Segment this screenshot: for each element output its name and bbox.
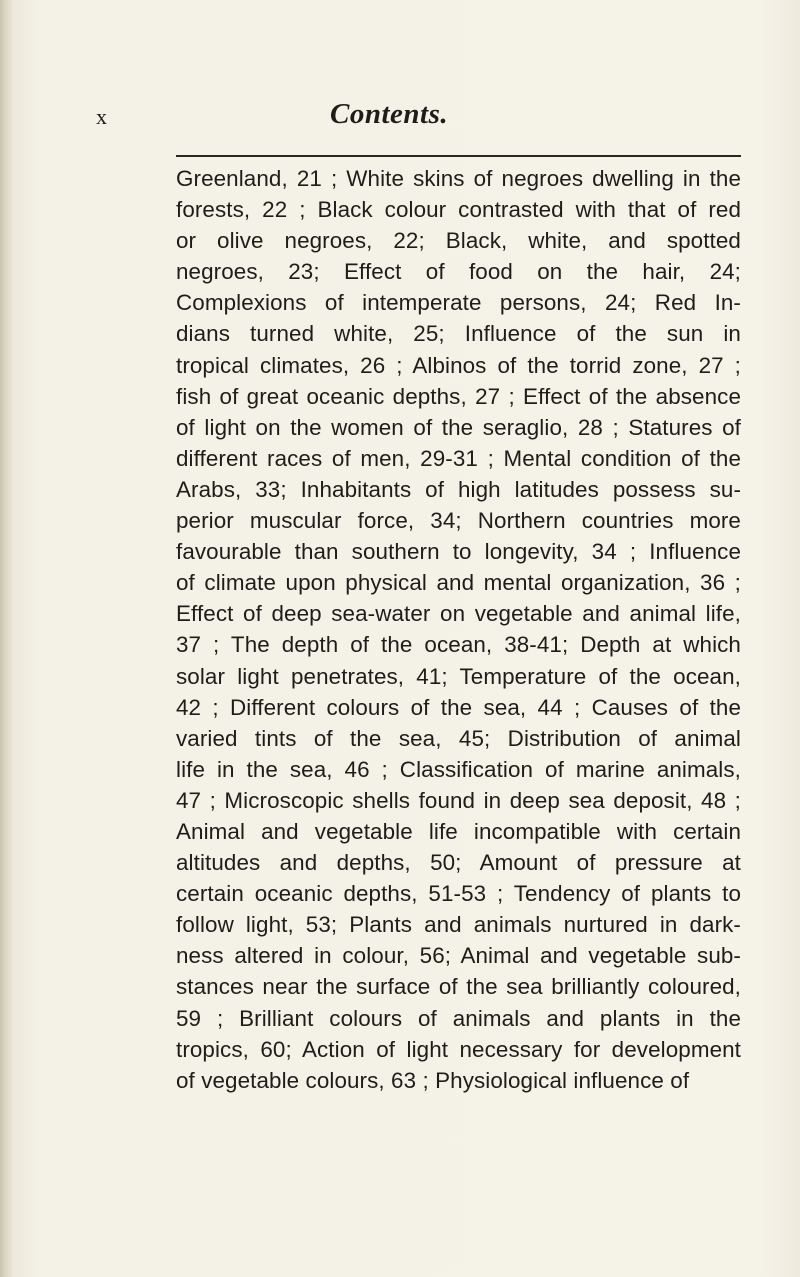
text-line: Complexions of intemperate persons, 24; Red In- xyxy=(176,290,741,316)
text-line: Arabs, 33; Inhabitants of high latitudes possess su- xyxy=(176,476,741,502)
text-line: solar light penetrates, 41; Temperature of the ocean, xyxy=(176,663,741,689)
text-line: altitudes and depths, 50; Amount of pressure at xyxy=(176,850,741,876)
page-header xyxy=(0,92,800,136)
text-line: perior muscular force, 34; Northern countries more xyxy=(176,508,741,534)
text-line: stances near the surface of the sea brilliantly coloured, xyxy=(176,974,741,1000)
text-line: negroes, 23; Effect of food on the hair, 24; xyxy=(176,259,741,285)
text-line: life in the sea, 46 ; Classification of marine animals, xyxy=(176,756,741,782)
text-line: forests, 22 ; Black colour contrasted with that of red xyxy=(176,197,741,223)
text-line: of climate upon physical and mental organization, 36 ; xyxy=(176,570,741,596)
running-title: Contents. xyxy=(330,98,449,130)
text-line: 37 ; The depth of the ocean, 38-41; Depth at which xyxy=(176,632,741,658)
page-gutter-shadow xyxy=(0,0,14,1277)
contents-paragraph xyxy=(176,163,741,1096)
page-folio: x xyxy=(96,104,108,129)
text-line: 47 ; Microscopic shells found in deep sea deposit, 48 ; xyxy=(176,787,741,813)
text-line: 42 ; Different colours of the sea, 44 ; Causes of the xyxy=(176,694,741,720)
text-line: Effect of deep sea-water on vegetable and animal life, xyxy=(176,601,741,627)
text-line: ness altered in colour, 56; Animal and vegetable sub- xyxy=(176,943,741,969)
text-line: varied tints of the sea, 45; Distribution of animal xyxy=(176,725,741,751)
text-line: Animal and vegetable life incompatible with certain xyxy=(176,818,741,844)
text-line: certain oceanic depths, 51-53 ; Tendency of plants to xyxy=(176,881,741,907)
text-line: dians turned white, 25; Influence of the sun in xyxy=(176,321,741,347)
header-rule xyxy=(176,155,741,157)
text-line: tropical climates, 26 ; Albinos of the torrid zone, 27 ; xyxy=(176,352,741,378)
text-line: different races of men, 29-31 ; Mental condition of the xyxy=(176,445,741,471)
text-line: fish of great oceanic depths, 27 ; Effect of the absence xyxy=(176,383,741,409)
text-line: 59 ; Brilliant colours of animals and plants in the xyxy=(176,1005,741,1031)
text-line: follow light, 53; Plants and animals nurtured in dark- xyxy=(176,912,741,938)
text-line: tropics, 60; Action of light necessary for development xyxy=(176,1036,741,1062)
text-line: Greenland, 21 ; White skins of negroes dwelling in the xyxy=(176,166,741,191)
text-line: of light on the women of the seraglio, 28 ; Statures of xyxy=(176,414,741,440)
text-line: or olive negroes, 22; Black, white, and spotted xyxy=(176,228,741,254)
text-line: favourable than southern to longevity, 34 ; Influence xyxy=(176,539,741,565)
text-line: of vegetable colours, 63 ; Physiological influence of xyxy=(176,1067,690,1093)
